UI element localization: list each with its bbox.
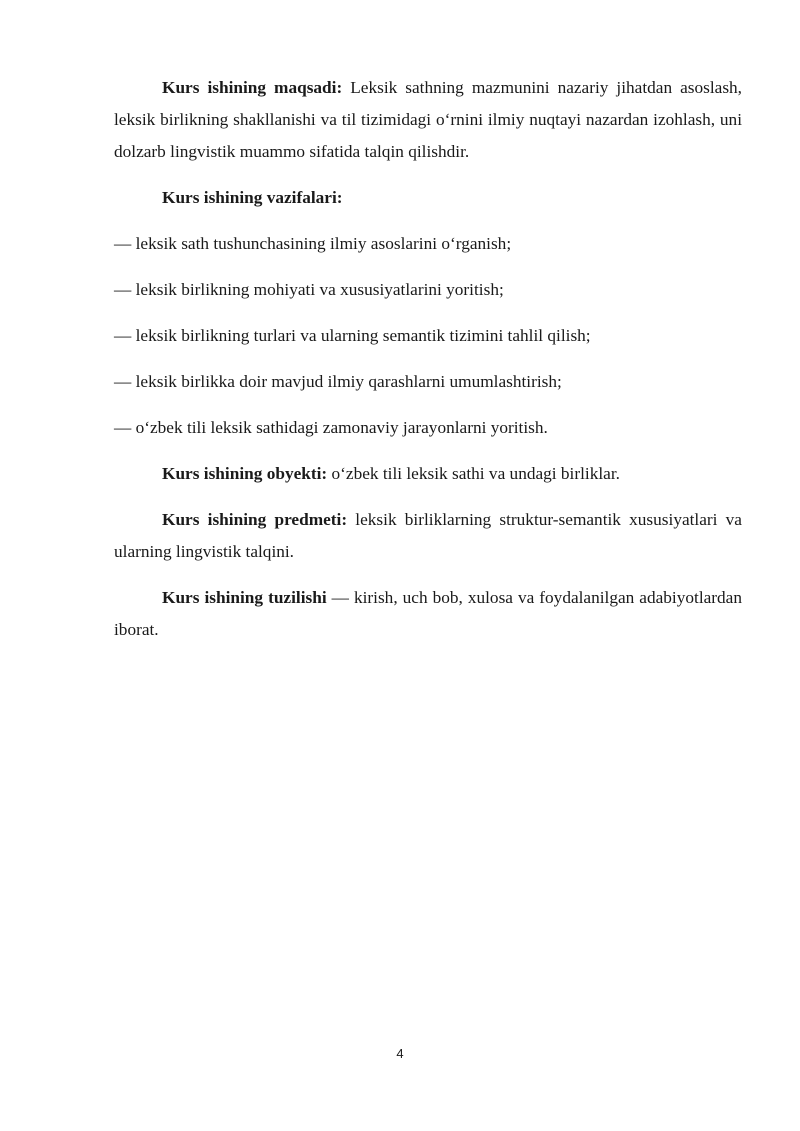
task-item: — leksik sath tushunchasining ilmiy asoslarini o‘rganish;	[114, 234, 512, 253]
object-paragraph	[114, 458, 742, 490]
document-page	[114, 72, 742, 646]
goal-label: Kurs ishining maqsadi:	[162, 78, 343, 97]
tasks-heading: Kurs ishining vazifalari:	[162, 188, 343, 207]
task-item: — leksik birlikning turlari va ularning semantik tizimini tahlil qilish;	[114, 326, 591, 345]
task-item: — leksik birlikning mohiyati va xususiyatlarini yoritish;	[114, 280, 504, 299]
structure-paragraph	[114, 582, 742, 646]
structure-label: Kurs ishining tuzilishi	[162, 588, 327, 607]
page-number: 4	[396, 1046, 404, 1061]
object-label: Kurs ishining obyekti:	[162, 464, 328, 483]
task-item: — leksik birlikka doir mavjud ilmiy qarashlarni umumlashtirish;	[114, 372, 562, 391]
structure-text: — kirish, uch bob, xulosa va foydalanilgan adabiyotlardan iborat.	[114, 588, 742, 639]
task-item: — o‘zbek tili leksik sathidagi zamonaviy jarayonlarni yoritish.	[114, 418, 548, 437]
subject-label: Kurs ishining predmeti:	[162, 510, 348, 529]
tasks-list	[114, 228, 742, 444]
object-text: o‘zbek tili leksik sathi va undagi birliklar.	[327, 464, 620, 483]
subject-paragraph	[114, 504, 742, 568]
subject-text: leksik birliklarning struktur-semantik xususiyatlari va ularning lingvistik talqini.	[114, 510, 742, 561]
goal-paragraph	[114, 72, 742, 168]
goal-text: Leksik sathning mazmunini nazariy jihatdan asoslash, leksik birlikning shakllanishi va til tizimidagi o‘rnini ilmiy nuqtayi nazardan izohlash, uni dolzarb lingvistik muammo sifatida talqin qilishdir.	[114, 78, 742, 161]
